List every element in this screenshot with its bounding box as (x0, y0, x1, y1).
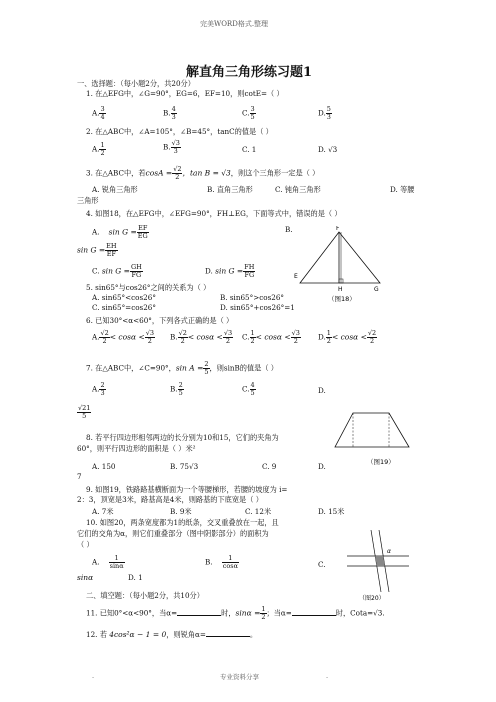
q12-stem: 12. 若 4cos²α − 1 = 0，则锐角α= 。 (86, 630, 258, 639)
q1-option-d: D. $\frac{5}{3}$ (318, 105, 331, 121)
q8-option-b: B. 75√3 (170, 462, 199, 471)
q3-option-b: B. 直角三角形 (207, 185, 253, 194)
q10-option-b: B. $\frac{1}{\cos\alpha}$ (205, 554, 238, 570)
q5-stem: 5. sin65°与cos26°之间的关系为（ ） (86, 283, 211, 292)
q4-option-a: A. sin G = $\frac{EF}{EG}$ (92, 224, 148, 240)
q4-option-d: D. sin G = $\frac{FH}{FG}$ (205, 263, 255, 279)
q4-option-b-label: B. (285, 225, 293, 234)
q7-option-b: B. $\frac{2}{5}$ (170, 381, 183, 397)
footer-center: 专业资料分享 (220, 673, 259, 681)
q5-option-b: B. sin65°>cos26° (220, 293, 285, 302)
q9-stem-2: 2：3，顶宽是3米，路基高是4米，则路基的下底宽是（ ） (77, 495, 263, 504)
q7-option-a: A. $\frac{2}{3}$ (92, 381, 105, 397)
q8-option-c: C. 9 (262, 462, 277, 471)
q9-option-a: A. 7米 (92, 507, 114, 516)
footer-left-dot: . (92, 672, 95, 680)
figure-18-triangle (292, 226, 382, 306)
q10-option-d: D. 1 (128, 573, 143, 582)
q1-stem: 1. 在△EFG中，∠G=90°，EG=6，EF=10，则cotE=（ ） (86, 89, 284, 98)
header-watermark: 完美WORD格式.整理 (200, 20, 269, 28)
q3-continuation: 三角形 (77, 196, 99, 205)
figure-20-caption: （图20） (359, 595, 385, 602)
label-E: E (294, 273, 298, 280)
q8-option-d-value: 7 (77, 472, 82, 481)
q1-option-c: C. $\frac{3}{5}$ (242, 105, 255, 121)
q10-stem-2: 它们的交角为α，则它们重叠部分（图中阴影部分）的面积为 (77, 529, 269, 538)
q8-option-d: D. (318, 462, 326, 471)
q7-option-d-value: $\frac{√21}{5}$ (78, 404, 91, 420)
q6-stem: 6. 已知30°<α<60°，下列各式正确的是（ ） (86, 316, 234, 325)
q10-option-c-value: sinα (77, 573, 94, 582)
q1-option-b: B. $\frac{4}{3}$ (163, 105, 176, 121)
q2-option-a: A. $\frac{1}{2}$ (92, 141, 105, 157)
alpha-label: α (387, 548, 391, 555)
q6-option-d: D. $\frac{1}{2}$ < cosα < $\frac{√2}{2}$ (318, 329, 377, 345)
section-fill-heading: 二、填空题：（每小题2分，共10分） (86, 591, 204, 600)
q7-stem: 7. 在△ABC中，∠C=90°，sin A = $\frac{2}{5}$ ，则sinB的值是（ ） (86, 360, 278, 376)
q7-option-d: D. (318, 386, 326, 395)
q3-stem: 3. 在△ABC中，若cosA = $\frac{√2}{2}$ ，tan B = √3，则这个三角形一定是（ ） (86, 165, 320, 181)
q2-stem: 2. 在△ABC中，∠A=105°，∠B=45°，tanC的值是（ ） (86, 127, 273, 136)
figure-20-crossed-strips (347, 530, 409, 602)
q7-option-c: C. $\frac{4}{5}$ (242, 381, 255, 397)
q8-stem-2: 60°，则平行四边形的面积是（ ）米² (77, 444, 196, 453)
q8-option-a: A. 150 (92, 462, 116, 471)
q2-option-c: C. 1 (242, 145, 257, 154)
figure-19-trapezoid (333, 411, 413, 469)
q1-option-a: A. $\frac{3}{4}$ (92, 105, 105, 121)
q5-option-d: D. sin65°+cos26°=1 (220, 303, 295, 312)
q9-stem: 9. 如图19，铁路路基横断面为一个等腰梯形，若腰的坡度为 i= (86, 485, 288, 494)
q4-option-b: sin G = $\frac{EH}{EF}$ (77, 242, 117, 258)
q2-option-d: D. √3 (318, 145, 338, 154)
q6-option-b: B. $\frac{√2}{2}$ < cosα < $\frac{√3}{2}$ (170, 329, 233, 345)
q4-option-c: C. sin G = $\frac{GH}{FG}$ (92, 263, 142, 279)
q5-option-a: A. sin65°<cos26° (92, 293, 156, 302)
q9-option-c: C. 12米 (245, 507, 272, 516)
q9-option-b: B. 9米 (170, 507, 192, 516)
label-F: F (336, 226, 340, 232)
q3-option-a: A. 锐角三角形 (92, 185, 138, 194)
q10-stem-3: （ ） (77, 540, 94, 549)
q4-stem: 4. 如图18，在△EFG中，∠EFG=90°，FH⊥EG，下面等式中，错误的是（ ） (86, 209, 342, 218)
q3-option-c: C. 钝角三角形 (275, 185, 321, 194)
figure-19-caption: （图19） (367, 458, 395, 466)
q10-stem: 10. 如图20，两条宽度都为1的纸条，交叉重叠放在一起，且 (86, 518, 279, 527)
q6-option-c: C. $\frac{1}{2}$ < cosα < $\frac{√3}{2}$ (242, 329, 300, 345)
section-choice-heading: 一、选择题：（每小题2分，共20分） (77, 79, 195, 88)
q8-stem: 8. 若平行四边形相邻两边的长分别为10和15，它们的夹角为 (86, 433, 279, 442)
q11-stem: 11. 已知0°<α<90°，当α= 时，sinα = $\frac{1}{2}$ ；当α= 时，Cota=√3. (86, 605, 385, 621)
footer-right-dot: . (326, 672, 329, 680)
q2-option-b: B. $\frac{√3}{3}$ (163, 139, 180, 155)
q10-option-c: C. (318, 560, 326, 569)
figure-18-caption: （图18） (328, 295, 356, 303)
label-H: H (338, 286, 343, 293)
q3-option-d: D. 等腰 (390, 185, 415, 194)
q9-option-d: D. 15米 (318, 507, 345, 516)
page-title: 解直角三角形练习题1 (186, 65, 313, 80)
q10-option-a: A. $\frac{1}{\sin\alpha}$ (92, 554, 124, 570)
q6-option-a: A. $\frac{√2}{2}$ < cosα < $\frac{√3}{2}$ (92, 329, 155, 345)
label-G: G (374, 286, 379, 293)
q5-option-c: C. sin65°=cos26° (92, 303, 156, 312)
